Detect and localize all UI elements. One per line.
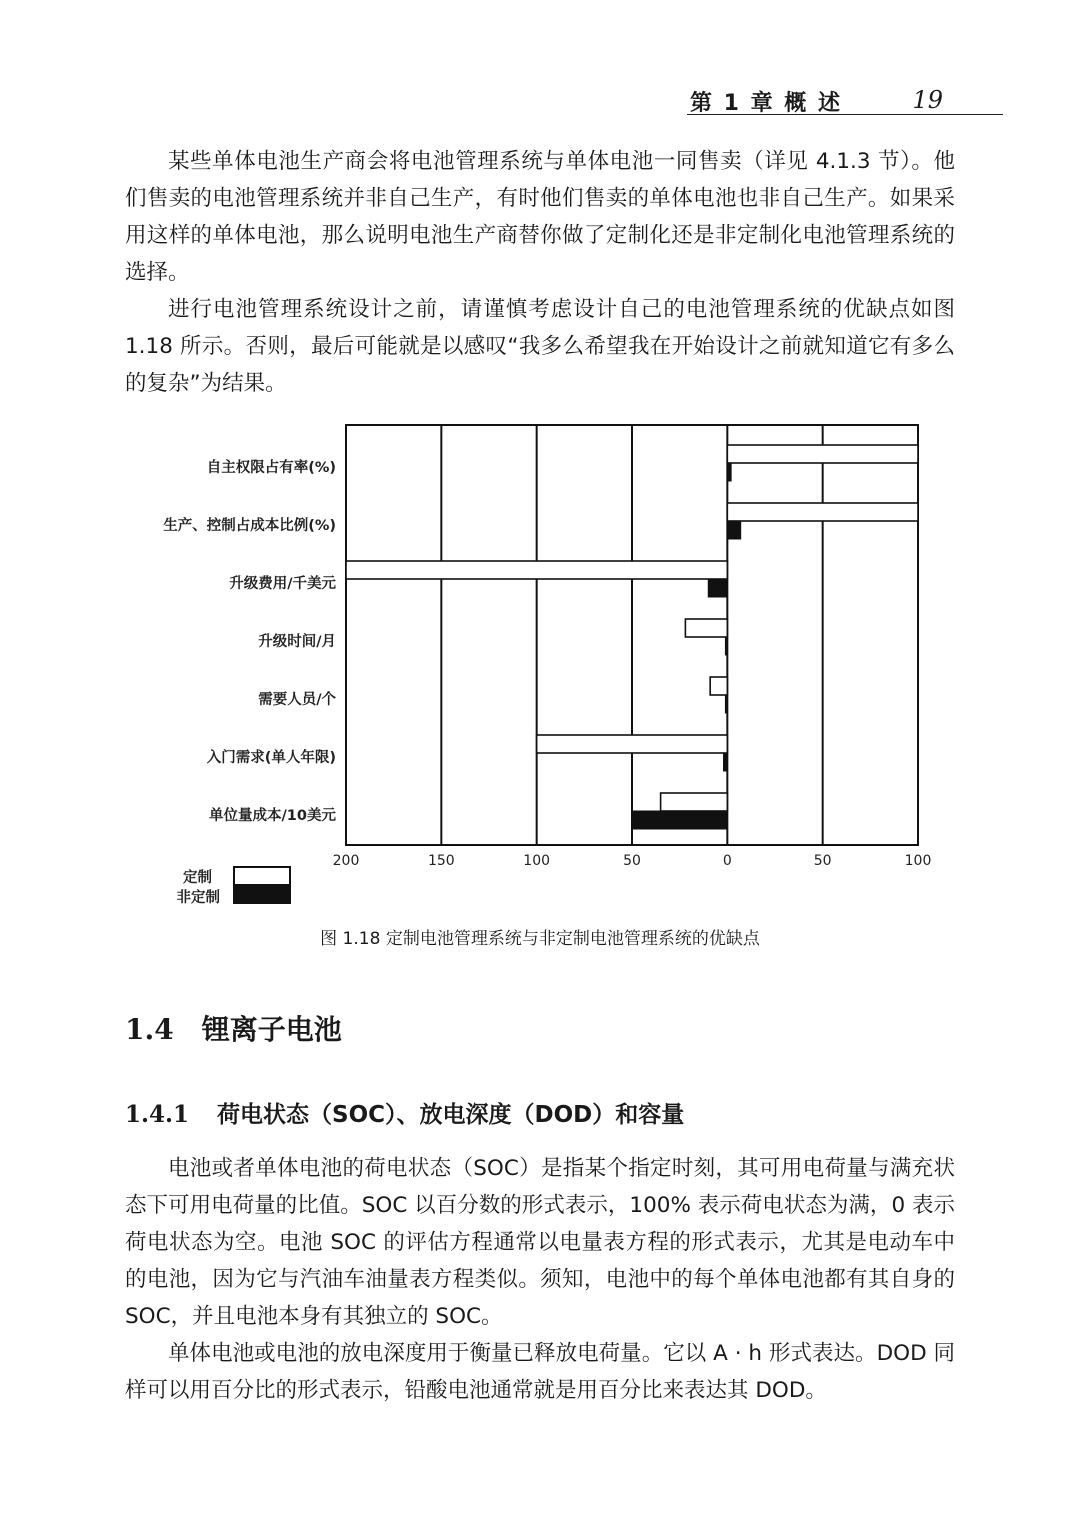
figure-chart xyxy=(0,415,1080,915)
bar-noncustom xyxy=(632,811,727,829)
paragraph: 进行电池管理系统设计之前，请谨慎考虑设计自己的电池管理系统的优缺点如图 1.18 所示。否则，最后可能就是以感叹“我多么希望我在开始设计之前就知道它有多么的复杂”为结果。 xyxy=(125,297,955,396)
figure-caption: 图 1.18 定制电池管理系统与非定制电池管理系统的优缺点 xyxy=(320,929,760,949)
legend-swatch-custom xyxy=(234,867,290,885)
subsection-number: 1.4.1 xyxy=(125,1101,190,1128)
legend-swatch-noncustom xyxy=(234,885,290,903)
bar-custom xyxy=(727,445,918,463)
category-label: 单位量成本/10美元 xyxy=(209,808,336,824)
bar-custom xyxy=(710,677,727,695)
bar-custom xyxy=(685,619,727,637)
bar-custom xyxy=(661,793,728,811)
bar-custom xyxy=(346,561,727,579)
body-text-top xyxy=(125,143,955,402)
bar-noncustom xyxy=(708,579,727,597)
section-title: 锂离子电池 xyxy=(201,1013,342,1046)
category-label: 生产、控制占成本比例(%) xyxy=(163,518,336,534)
running-header xyxy=(125,86,953,116)
section-heading xyxy=(125,1008,342,1048)
paragraph: 单体电池或电池的放电深度用于衡量已释放电荷量。它以 A · h 形式表达。DOD 同样可以用百分比的形式表示，铅酸电池通常就是用百分比来表达其 DOD。 xyxy=(125,1341,955,1403)
x-tick-label: 200 xyxy=(332,853,360,869)
bar-noncustom xyxy=(724,753,728,771)
category-label: 需要人员/个 xyxy=(258,692,336,708)
subsection-heading xyxy=(125,1096,684,1129)
section-number: 1.4 xyxy=(125,1013,174,1046)
bar-custom xyxy=(727,503,918,521)
paragraph: 某些单体电池生产商会将电池管理系统与单体电池一同售卖（详见 4.1.3 节）。他们售卖的电池管理系统并非自己生产，有时他们售卖的单体电池也非自己生产。如果采用这样的单体电池，那么说明电池生产商替你做了定制化还是非定制化电池管理系统的选择。 xyxy=(125,149,955,285)
bar-noncustom xyxy=(727,521,740,539)
bar-noncustom xyxy=(727,463,731,481)
paragraph: 电池或者单体电池的荷电状态（SOC）是指某个指定时刻，其可用电荷量与满充状态下可用电荷量的比值。SOC 以百分数的形式表示，100% 表示荷电状态为满，0 表示荷电状态为空。电池 SOC 的评估方程通常以电量表方程的形式表示，尤其是电动车中的电池，因为它与汽油车油量表方程类似。须知，电池中的每个单体电池都有其自身的 SOC，并且电池本身有其独立的 SOC。 xyxy=(125,1156,955,1329)
x-tick-label: 0 xyxy=(722,853,732,869)
category-label: 自主权限占有率(%) xyxy=(206,460,336,476)
x-tick-label: 100 xyxy=(904,853,932,869)
bar-noncustom xyxy=(725,695,727,713)
category-label: 升级费用/千美元 xyxy=(229,576,336,592)
legend-label-noncustom: 非定制 xyxy=(176,890,220,906)
chapter-title: 第 1 章 概 述 xyxy=(690,91,842,116)
subsection-title: 荷电状态（SOC）、放电深度（DOD）和容量 xyxy=(217,1102,685,1128)
page-number: 19 xyxy=(912,86,943,114)
body-text-bottom xyxy=(125,1150,955,1409)
x-tick-label: 150 xyxy=(427,853,455,869)
x-tick-label: 50 xyxy=(623,853,641,869)
legend-label-custom: 定制 xyxy=(183,870,212,886)
category-label: 升级时间/月 xyxy=(258,634,336,650)
header-rule xyxy=(687,114,1003,115)
x-tick-label: 50 xyxy=(813,853,832,869)
x-tick-label: 100 xyxy=(523,853,551,869)
category-label: 入门需求(单人年限) xyxy=(206,750,336,766)
bar-noncustom xyxy=(725,637,727,655)
bar-custom xyxy=(537,735,728,753)
